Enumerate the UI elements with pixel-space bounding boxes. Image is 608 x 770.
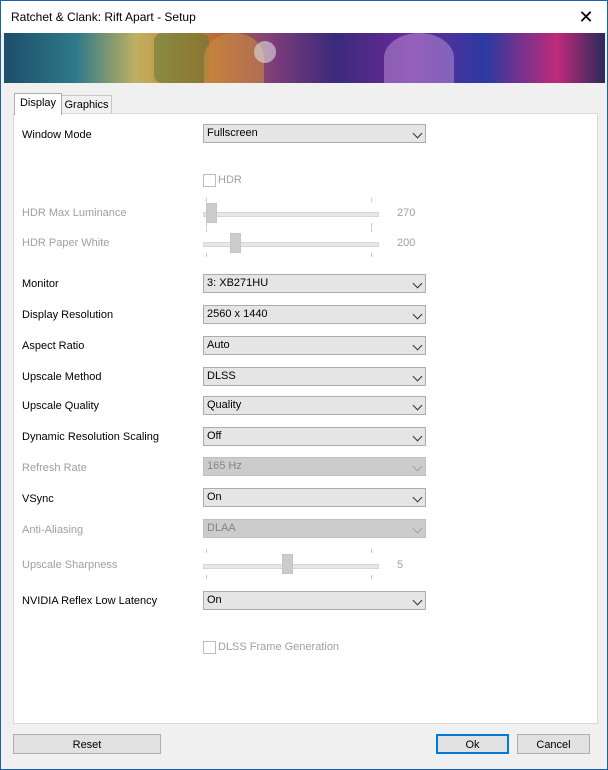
upscale-method-label: Upscale Method <box>22 371 102 383</box>
hdr-max-luminance-thumb[interactable] <box>206 203 217 223</box>
refresh-rate-value: 165 Hz <box>207 460 242 472</box>
slider-tick <box>371 223 372 227</box>
chevron-down-icon <box>413 310 423 320</box>
window-mode-label: Window Mode <box>22 129 92 141</box>
slider-tick <box>206 253 207 257</box>
upscale-quality-label: Upscale Quality <box>22 400 100 412</box>
refresh-rate-label: Refresh Rate <box>22 462 87 474</box>
reset-button[interactable]: Reset <box>13 734 161 754</box>
display-panel <box>13 113 598 724</box>
vsync-label: VSync <box>22 493 54 505</box>
chevron-down-icon <box>413 279 423 289</box>
aspect-ratio-select[interactable] <box>203 336 426 355</box>
vsync-value: On <box>207 491 222 503</box>
anti-aliasing-value: DLAA <box>207 522 236 534</box>
dlss-frame-generation-checkbox[interactable] <box>203 641 216 654</box>
upscale-quality-select[interactable] <box>203 396 426 415</box>
chevron-down-icon <box>413 432 423 442</box>
hdr-paper-white-value: 200 <box>397 237 416 249</box>
close-icon[interactable]: ✕ <box>578 7 594 27</box>
hdr-max-luminance-track[interactable] <box>203 212 379 217</box>
tab-display[interactable]: Display <box>14 93 62 115</box>
aspect-ratio-value: Auto <box>207 339 230 351</box>
slider-tick <box>206 223 207 227</box>
upscale-sharpness-value: 5 <box>397 559 404 571</box>
chevron-down-icon <box>413 341 423 351</box>
aspect-ratio-label: Aspect Ratio <box>22 340 85 352</box>
display-resolution-select[interactable] <box>203 305 426 324</box>
upscale-quality-value: Quality <box>207 399 242 411</box>
slider-tick <box>206 198 207 202</box>
slider-tick <box>371 198 372 202</box>
chevron-down-icon <box>413 401 423 411</box>
title-bar <box>1 1 607 33</box>
display-resolution-value: 2560 x 1440 <box>207 308 268 320</box>
nvidia-reflex-label: NVIDIA Reflex Low Latency <box>22 595 158 607</box>
upscale-sharpness-label: Upscale Sharpness <box>22 559 118 571</box>
anti-aliasing-select <box>203 519 426 538</box>
window-mode-select[interactable] <box>203 124 426 143</box>
chevron-down-icon <box>413 596 423 606</box>
nvidia-reflex-value: On <box>207 594 222 606</box>
slider-tick <box>206 549 207 553</box>
hdr-max-luminance-value: 270 <box>397 207 416 219</box>
dynamic-resolution-scaling-label: Dynamic Resolution Scaling <box>22 431 159 443</box>
chevron-down-icon <box>413 129 423 139</box>
chevron-down-icon <box>413 462 423 472</box>
slider-tick <box>371 575 372 579</box>
slider-tick <box>371 253 372 257</box>
dynamic-resolution-scaling-value: Off <box>207 430 222 442</box>
monitor-select[interactable] <box>203 274 426 293</box>
upscale-method-value: DLSS <box>207 370 236 382</box>
slider-tick <box>206 228 207 232</box>
chevron-down-icon <box>413 493 423 503</box>
upscale-sharpness-thumb[interactable] <box>282 554 293 574</box>
hdr-label: HDR <box>218 174 242 186</box>
window-title: Ratchet & Clank: Rift Apart - Setup <box>11 10 196 24</box>
monitor-label: Monitor <box>22 278 59 290</box>
hdr-checkbox[interactable] <box>203 174 216 187</box>
display-resolution-label: Display Resolution <box>22 309 114 321</box>
chevron-down-icon <box>413 372 423 382</box>
game-banner-image <box>4 33 605 83</box>
upscale-method-select[interactable] <box>203 367 426 386</box>
hdr-paper-white-label: HDR Paper White <box>22 237 110 249</box>
cancel-button[interactable]: Cancel <box>517 734 590 754</box>
hdr-max-luminance-label: HDR Max Luminance <box>22 207 127 219</box>
chevron-down-icon <box>413 524 423 534</box>
slider-tick <box>371 228 372 232</box>
window-mode-value: Fullscreen <box>207 127 258 139</box>
hdr-paper-white-thumb[interactable] <box>230 233 241 253</box>
dlss-frame-generation-label: DLSS Frame Generation <box>218 641 340 653</box>
anti-aliasing-label: Anti-Aliasing <box>22 524 84 536</box>
ok-button[interactable]: Ok <box>436 734 509 754</box>
dynamic-resolution-scaling-select[interactable] <box>203 427 426 446</box>
vsync-select[interactable] <box>203 488 426 507</box>
tab-graphics[interactable]: Graphics <box>61 95 112 114</box>
monitor-value: 3: XB271HU <box>207 277 269 289</box>
refresh-rate-select <box>203 457 426 476</box>
slider-tick <box>371 549 372 553</box>
slider-tick <box>206 575 207 579</box>
nvidia-reflex-select[interactable] <box>203 591 426 610</box>
